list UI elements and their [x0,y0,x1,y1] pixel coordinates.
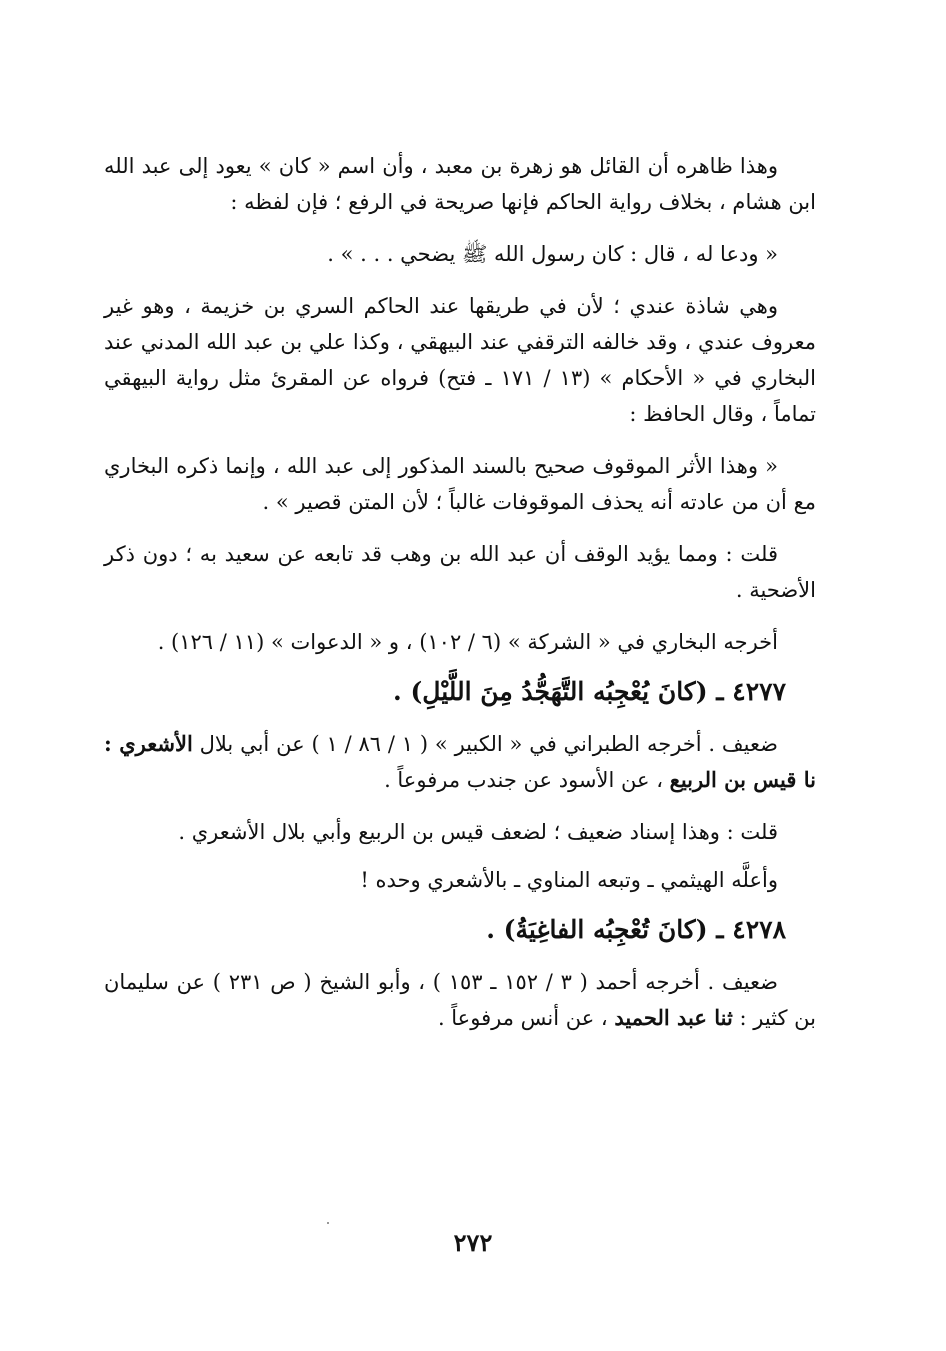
paragraph-zahrah-note: وهذا ظاهره أن القائل هو زهرة بن معبد ، وأن اسم « كان » يعود إلى عبد الله ابن هشام ، بخلاف رواية الحاكم فإنها صريحة في الرفع ؛ فإن لفظه : [104,154,816,214]
page-speck [327,1222,329,1224]
hadith-4278-takhrij [104,964,816,1036]
hadith-4277-takhrij [104,726,816,798]
hadith-4277-note-2: وأعلَّه الهيثمي ـ وتبعه المناوي ـ بالأشعري وحده ! [360,868,778,892]
quote-hafiz: « وهذا الأثر الموقوف صحيح بالسند المذكور إلى عبد الله ، وإنما ذكره البخاري مع أن من عادته أنه يحذف الموقوفات غالباً ؛ لأن المتن قصير » . [104,454,816,514]
paragraph-support-mawquf: قلت : ومما يؤيد الوقف أن عبد الله بن وهب قد تابعه عن سعيد به ؛ دون ذكر الأضحية . [104,542,816,602]
paragraph-shadh-note: وهي شاذة عندي ؛ لأن في طريقها عند الحاكم السري بن خزيمة ، وهو غير معروف عندي ، وقد خالفه الترقفي عند البيهقي ، وكذا علي بن عبد الله المدني عند البخاري في « الأحكام » (١٣ / ١٧١ ـ فتح) فرواه عن المقرئ مثل رواية البيهقي تماماً ، وقال الحافظ : [104,294,817,426]
hadith-4277-takhrij-b: ، عن الأسود عن جندب مرفوعاً . [384,768,663,792]
paragraph-bukhari-takhrij: أخرجه البخاري في « الشركة » (٦ / ١٠٢) ، و « الدعوات » (١١ / ١٢٦) . [157,630,778,654]
hadith-4278-takhrij-a: ضعيف . أخرجه أحمد ( ٣ / ١٥٢ ـ ١٥٣ ) ، وأبو الشيخ ( ص ٢٣١ ) عن سليمان بن كثير : [104,970,816,1030]
page-number: ٢٧٢ [453,1228,493,1257]
quote-hakim-wording: « ودعا له ، قال : كان رسول الله ﷺ يضحي . . . » . [327,242,778,266]
page-body [104,148,816,1052]
hadith-4277-takhrij-a: ضعيف . أخرجه الطبراني في « الكبير » ( ١ / ٨٦ / ١ ) عن أبي بلال [199,732,778,756]
hadith-4277-takhrij-bold: الأشعري : نا قيس بن الربيع [104,731,816,792]
hadith-4278-takhrij-bold: ثنا عبد الحميد [614,1005,733,1030]
hadith-4278-title: ٤٢٧٨ ـ (كانَ تُعْجِبُه الفاغِيَةُ) . [486,915,786,944]
hadith-4277-title: ٤٢٧٧ ـ (كانَ يُعْجِبُه التَّهَجُّدُ مِنَ اللَّيْلِ) . [393,677,786,706]
hadith-4277-note-1: قلت : وهذا إسناد ضعيف ؛ لضعف قيس بن الربيع وأبي بلال الأشعري . [178,820,778,844]
hadith-4278-takhrij-b: ، عن أنس مرفوعاً . [437,1006,608,1030]
